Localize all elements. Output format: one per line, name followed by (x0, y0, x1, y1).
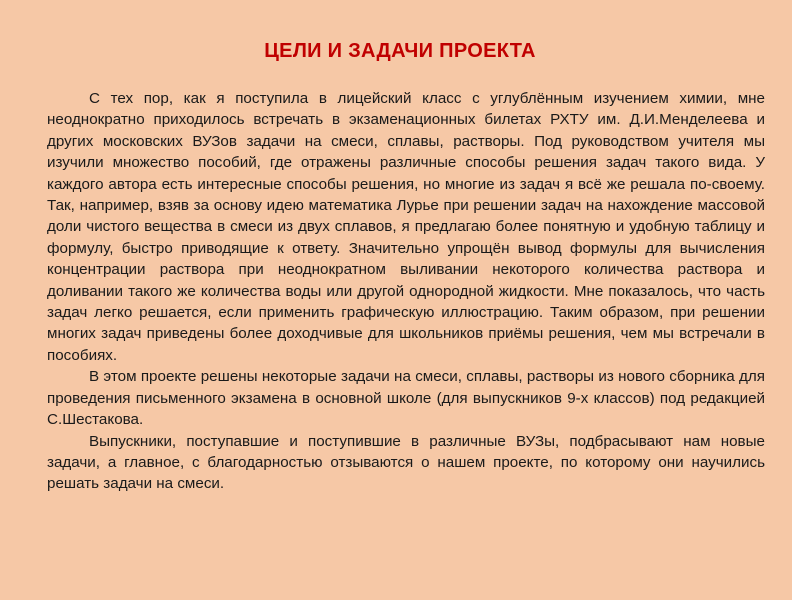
slide-body (47, 88, 765, 495)
paragraph-graduates: Выпускники, поступавшие и поступившие в различные ВУЗы, подбрасывают нам новые задачи, а главное, с благодарностью отзываются о нашем проекте, по которому они научились решать задачи на смеси. (47, 432, 765, 493)
paragraph-project: В этом проекте решены некоторые задачи на смеси, сплавы, растворы из нового сборника для проведения письменного экзамена в основной школе (для выпускников 9-х классов) под редакцией С.Шестакова. (47, 368, 765, 429)
slide-title: ЦЕЛИ И ЗАДАЧИ ПРОЕКТА (264, 40, 536, 62)
paragraph-intro: С тех пор, как я поступила в лицейский класс с углублённым изучением химии, мне неоднократно приходилось встречать в экзаменационных билетах РХТУ им. Д.И.Менделеева и других московских ВУЗов задачи на смеси, сплавы, растворы. Под руководством учителя мы изучили множество пособий, где отражены различные способы решения задач такого вида. У каждого автора есть интересные способы решения, но многие из задач я всё же решала по-своему. Так, например, взяв за основу идею математика Лурье при решении задач на нахождение массовой доли чистого вещества в смеси из двух сплавов, я предлагаю более понятную и удобную таблицу и формулу, быстро приводящие к ответу. Значительно упрощён вывод формулы для вычисления концентрации раствора при неоднократном выливании некоторого количества раствора и доливании такого же количества воды или другой однородной жидкости. Мне показалось, что часть задач легко решается, если применить графическую иллюстрацию. Таким образом, при решении многих задач приведены более доходчивые для школьников приёмы решения, чем мы встречали в пособиях. (47, 90, 765, 364)
slide-right-border (792, 0, 800, 600)
